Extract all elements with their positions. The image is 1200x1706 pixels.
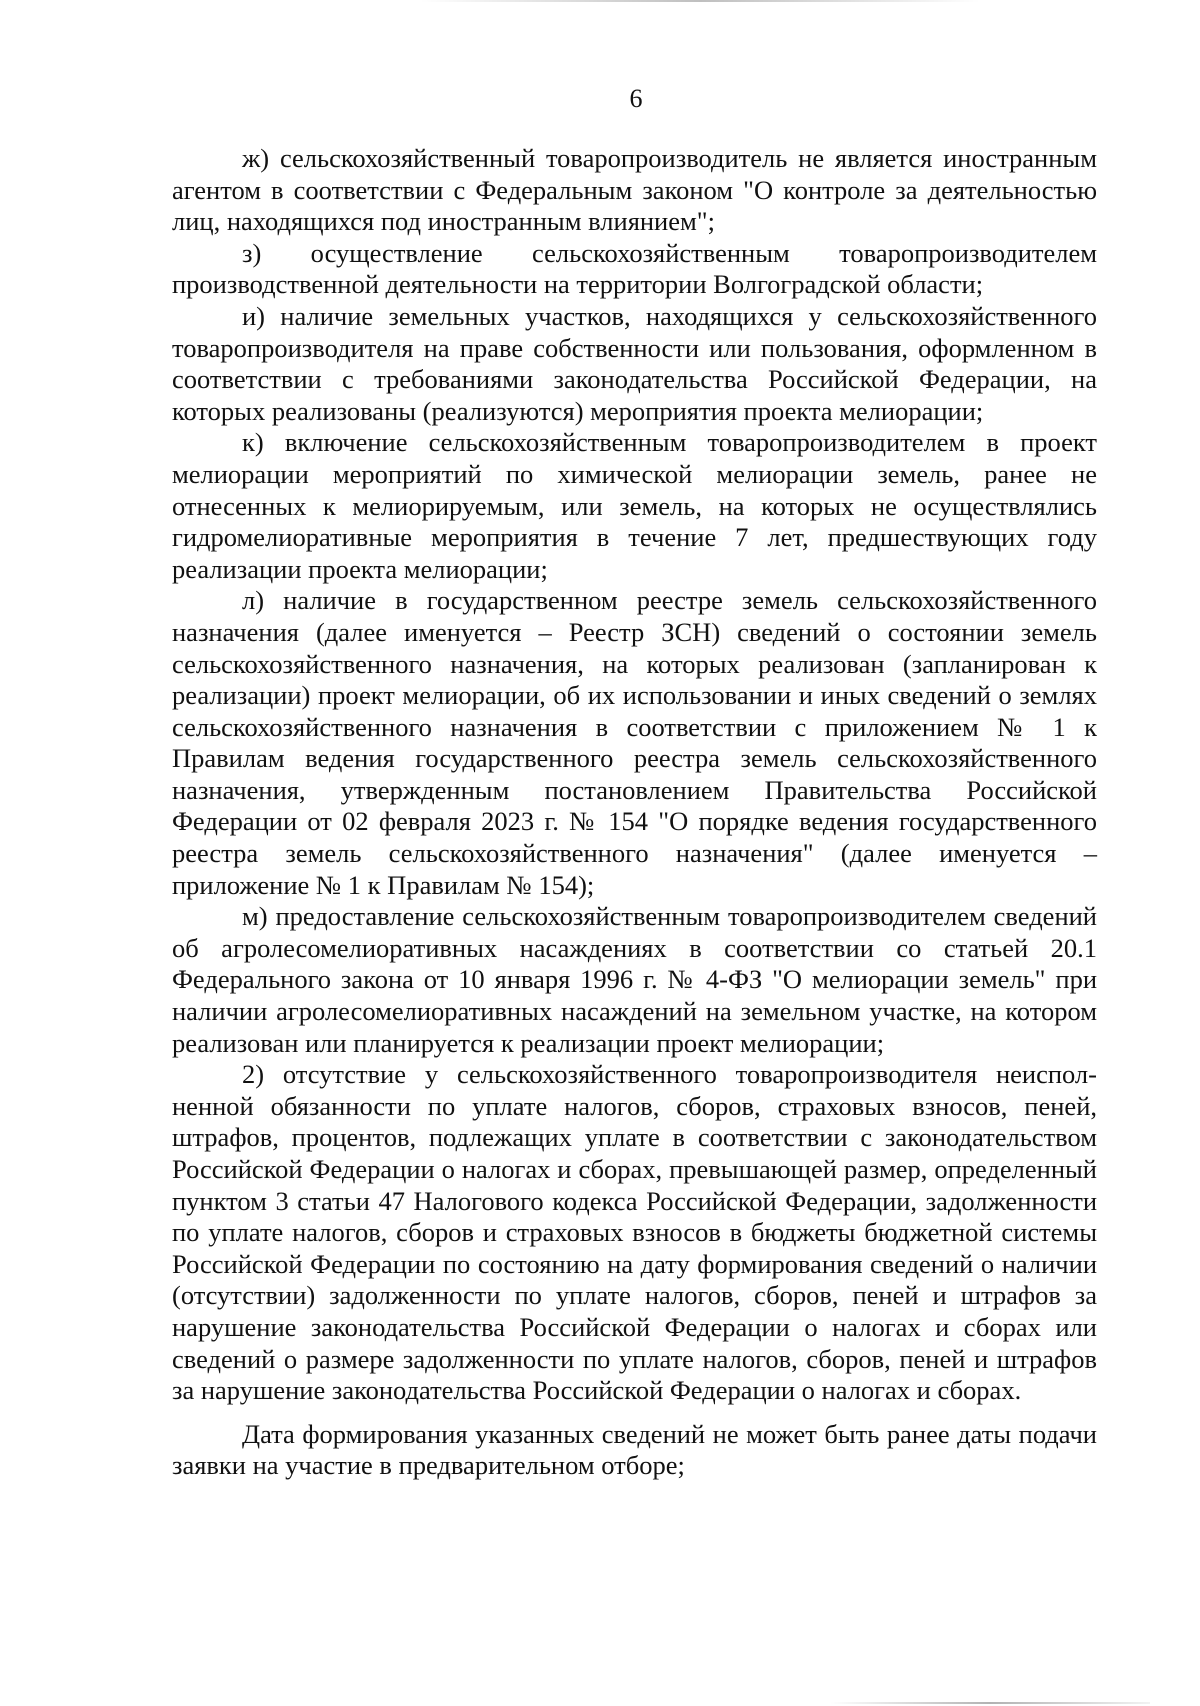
paragraph-item-2: 2) отсутствие у сельскохозяйственного товаропроизводителя неисполненной обязанности по уплате налогов, сборов, страховых взносов, пеней, штрафов, процентов, подлежащих уплате в соответствии с законодательством Российской Федерации о налогах и сборах, превышающей размер, определенный пунктом 3 статьи 47 Налогового кодекса Российской Федерации, задолженности по уплате налогов, сборов и страховых взносов в бюджеты бюджетной системы Российской Федерации по состоянию на дату формирования сведений о наличии (отсутствии) задолженности по уплате налогов, сборов, пеней и штрафов за нарушение законодательства Российской Федерации о налогах и сборах или сведений о размере задолженности по уплате налогов, сборов, пеней и штрафов за нарушение законодательства Российской Федерации о налогах и сборах. xyxy=(172,1059,1097,1406)
paragraph-i: и) наличие земельных участков, находящихся у сельскохозяйственного товаропроизводителя на праве собственности или пользования, оформленном в соответствии с требованиями законодательства Российской Федерации, на которых реализованы (реализуются) мероприятия проекта мелиорации; xyxy=(172,300,1097,426)
paragraph-m: м) предоставление сельскохозяйственным товаропроизводителем сведений об агролесомелиоративных насаждениях в соответствии со статьей 20.1 Федерального закона от 10 января 1996 г. № 4-ФЗ "О мелиорации земель" при наличии агролесомелиоративных насаждений на земельном участке, на котором реализован или планируется к реализации проект мелиорации; xyxy=(172,901,1097,1058)
document-body xyxy=(172,143,1097,1482)
paragraph-date-note: Дата формирования указанных сведений не может быть ранее даты подачи заявки на участие в предварительном отборе; xyxy=(172,1418,1097,1481)
paragraph-zh: ж) сельскохозяйственный товаропроизводитель не является иностранным агентом в соответствии с Федеральным законом "О контроле за деятельностью лиц, находящихся под иностранным влиянием"; xyxy=(172,143,1097,237)
scan-edge-mark xyxy=(420,0,980,2)
paragraph-l: л) наличие в государственном реестре земель сельскохозяйственного назначения (далее именуется – Реестр ЗСН) сведений о состоянии земель сельскохозяйственного назначения, на которых реализован (запланирован к реализации) проект мелиорации, об их использовании и иных сведений о землях сельскохозяйственного назначения в соответствии с приложением № 1 к Правилам ведения государственного реестра земель сельскохозяйственного назначения, утвержденным постановлением Правительства Российской Федерации от 02 февраля 2023 г. № 154 "О порядке ведения государственного реестра земель сельскохозяйственного назначения" (далее именуется – приложение № 1 к Правилам № 154); xyxy=(172,585,1097,900)
page-number: 6 xyxy=(629,84,643,113)
scan-edge-mark xyxy=(830,1702,1150,1704)
paragraph-k: к) включение сельскохозяйственным товаропроизводителем в проект мелиорации мероприятий по химической мелиорации земель, ранее не отнесенных к мелиорируемым, или земель, на которых не осуществлялись гидромелиоративные мероприятия в течение 7 лет, предшествующих году реализации проекта мелиорации; xyxy=(172,427,1097,584)
paragraph-z: з) осуществление сельскохозяйственным товаропроизводителем производственной деятельности на территории Волгоградской области; xyxy=(172,237,1097,300)
